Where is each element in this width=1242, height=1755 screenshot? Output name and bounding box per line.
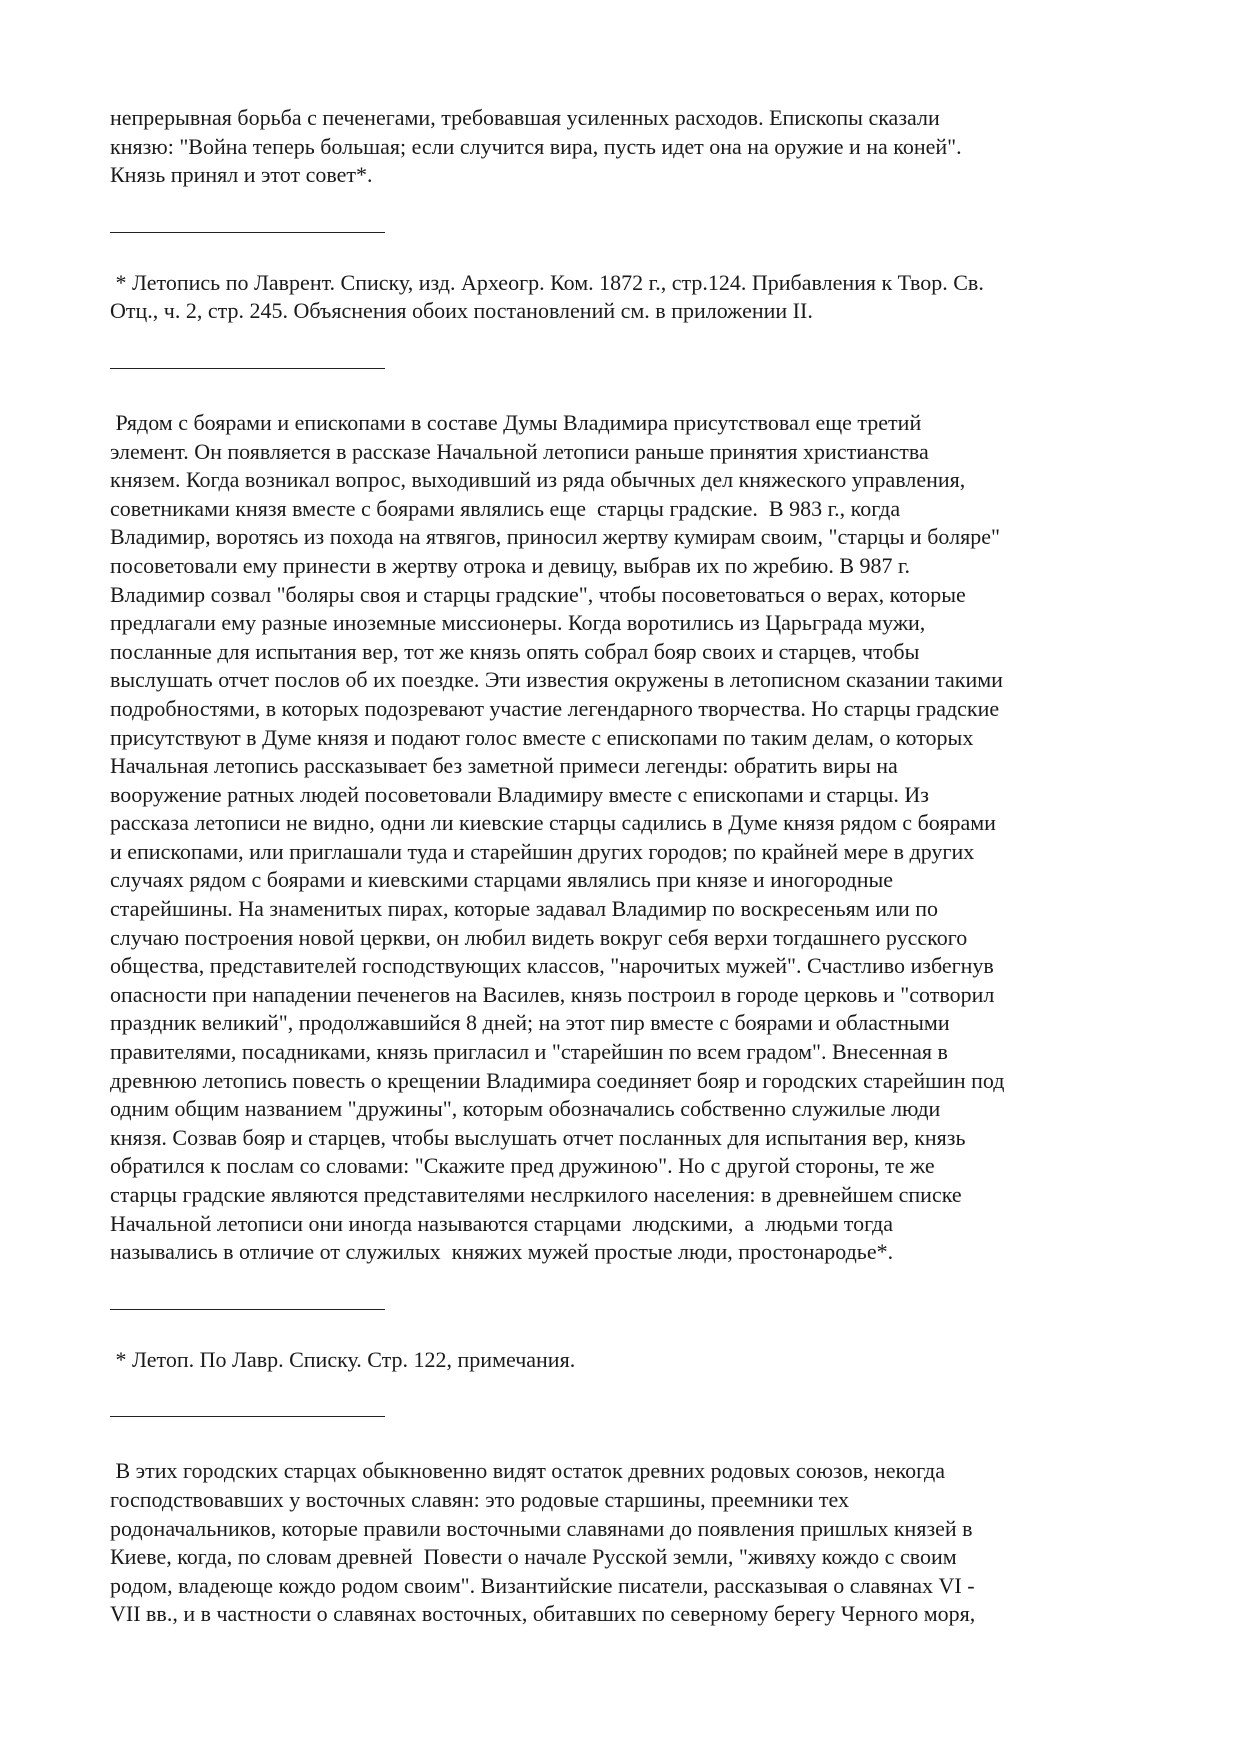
paragraph-main: Рядом с боярами и епископами в составе Думы Владимира присутствовал еще третий элемент. Он появляется в рассказе Начальной летописи раньше принятия христианства князем. Когда возникал вопрос, выходивший из ряда обычных дел княжеского управления, советниками князя вместе с боярами являлись еще старцы градские. В 983 г., когда Владимир, воротясь из похода на ятвягов, приносил жертву кумирам своим, "старцы и боляре" посоветовали ему принести в жертву отрока и девицу, выбрав их по жребию. В 987 г. Владимир созвал "боляры своя и старцы градские", чтобы посоветоваться о верах, которые предлагали ему разные иноземные миссионеры. Когда воротились из Царьграда мужи, посланные для испытания вер, тот же князь опять собрал бояр своих и старцев, чтобы выслушать отчет послов об их поездке. Эти известия окружены в летописном сказании такими подробностями, в которых подозревают участие легендарного творчества. Но старцы градские присутствуют в Думе князя и подают голос вместе с епископами по таким делам, о которых Начальная летопись рассказывает без заметной примеси легенды: обратить виры на вооружение ратных людей посоветовали Владимиру вместе с епископами и старцы. Из рассказа летописи не видно, одни ли киевские старцы садились в Думе князя рядом с боярами и епископами, или приглашали туда и старейшин других городов; по крайней мере в других случаях рядом с боярами и киевскими старцами являлись при князе и иногородные старейшины. На знаменитых пирах, которые задавал Владимир по воскресеньям или по случаю построения новой церкви, он любил видеть вокруг себя верхи тогдашнего русского общества, представителей господствующих классов, "нарочитых мужей". Счастливо избегнув опасности при нападении печенегов на Василев, князь построил в городе церковь и "сотворил праздник великий", продолжавшийся 8 дней; на этот пир вместе с боярами и областными правителями, посадниками, князь пригласил и "старейшин по всем градом". Внесенная в древнюю летопись повесть о крещении Владимира соединяет бояр и городских старейшин под одним общим названием "дружины", которым обозначались собственно служилые люди князя. Созвав бояр и старцев, чтобы выслушать отчет посланных для испытания вер, князь обратился к послам со словами: "Скажите пред дружиною". Но с другой стороны, те же старцы градские являются представителями неслркилого населения: в древнейшем списке Начальной летописи они иногда называются старцами людскими, а людьми тогда назывались в отличие от служилых княжих мужей простые люди, простонародье*. — [110, 409, 1005, 1265]
paragraph-intro: непрерывная борьба с печенегами, требовавшая усиленных расходов. Епископы сказали князю: "Война теперь большая; если случится вира, пусть идет она на оружие и на коней". Князь принял и этот совет*. — [110, 105, 962, 188]
footnote-1: * Летопись по Лаврент. Списку, изд. Археогр. Ком. 1872 г., стр.124. Прибавления к Твор. Св. Отц., ч. 2, стр. 245. Объяснения обоих постановлений см. в приложении II. — [110, 269, 984, 324]
footnote-2: * Летоп. По Лавр. Списку. Стр. 122, примечания. — [110, 1346, 576, 1372]
paragraph-closing: В этих городских старцах обыкновенно видят остаток древних родовых союзов, некогда господствовавших у восточных славян: это родовые старшины, преемники тех родоначальников, которые правили восточными славянами до появления пришлых князей в Киеве, когда, по словам древней Повести о начале Русской земли, "живяху кождо с своим родом, владеюще кождо родом своим". Византийские писатели, рассказывая о славянах VI - VII вв., и в частности о славянах восточных, обитавших по северному берегу Черного моря, — [110, 1458, 976, 1627]
footnote-separator — [110, 1309, 385, 1310]
footnote-separator — [110, 368, 385, 369]
footnote-separator — [110, 232, 385, 233]
document-page — [110, 104, 1135, 1629]
footnote-separator — [110, 1416, 385, 1417]
